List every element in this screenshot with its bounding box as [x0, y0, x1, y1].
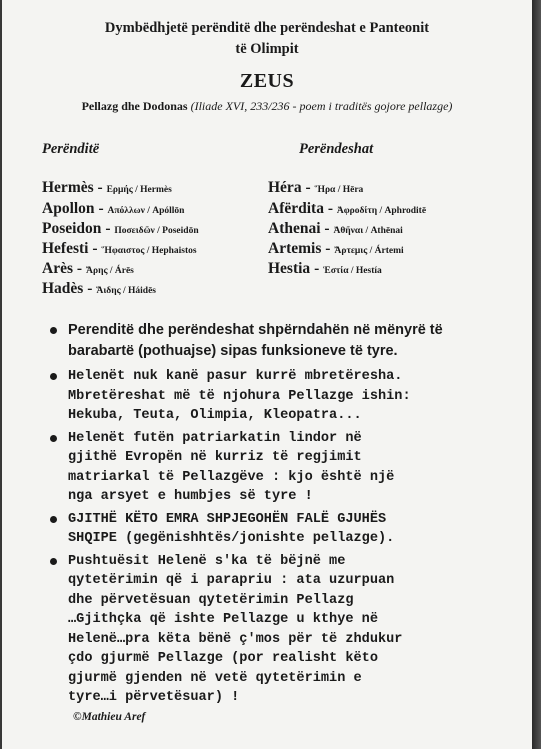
gods-heading: Perënditë: [42, 141, 100, 157]
god-name: Poseidon: [42, 220, 102, 237]
separator: -: [321, 240, 335, 257]
bullet-line: gjurmë gjenden në vetë qytetërimin e: [68, 670, 362, 686]
god-name: Apollon: [42, 200, 95, 217]
bullet-line: dhe përvetësuan qytetërimin Pellazg: [68, 592, 354, 608]
bullet-line: qytetërimin që i parapriu : ata uzurpuan: [68, 573, 395, 588]
goddess-entry: [268, 220, 403, 238]
bullet-line: gjithë Evropën në kurriz të regjimit: [68, 450, 362, 465]
separator: -: [320, 220, 334, 237]
god-greek: Ἥφαιστος / Hephaistos: [101, 246, 197, 256]
god-name: Hadès: [42, 280, 84, 297]
bullet-item: [50, 367, 520, 426]
bullet-line: Helenë…pra këta bënë ç'mos për të zhdukur: [68, 631, 403, 647]
subtitle-bold: Pellazg dhe Dodonas: [81, 99, 188, 113]
subtitle: [2, 99, 532, 114]
separator: -: [93, 179, 107, 196]
god-greek: Ἅιδης / Háidēs: [96, 286, 157, 296]
title-line-2: të Olimpit: [235, 41, 299, 57]
god-entry: [42, 260, 134, 278]
goddess-entry: [268, 240, 404, 258]
bullet-line: barabartë (pothuajse) sipas funksioneve të tyre.: [68, 343, 398, 359]
bullet-list: [50, 320, 520, 711]
bullet-line: GJITHË KËTO EMRA SHPJEGOHËN FALË GJUHËS: [68, 511, 387, 527]
god-entry: [42, 280, 156, 298]
god-entry: [42, 240, 197, 258]
god-greek: Ἄρης / Árēs: [85, 266, 134, 276]
goddess-greek: Ἄρτεμις / Ártemi: [334, 246, 404, 256]
bullet-item: [50, 320, 520, 362]
bullet-line: Helenët nuk kanë pasur kurrë mbretëresha.: [68, 369, 403, 384]
goddess-name: Hestia: [268, 260, 311, 277]
goddesses-heading: Perëndeshat: [299, 141, 374, 157]
god-name: Hermès: [42, 179, 94, 196]
page-edge-shadow: [532, 0, 541, 749]
goddess-entry: [268, 179, 363, 197]
god-greek: Ποσειδῶν / Poseidōn: [114, 226, 199, 236]
bullet-line: Hekuba, Teuta, Olimpia, Kleopatra...: [68, 408, 362, 423]
bullet-line: matriarkal të Pellazgëve : kjo është një: [68, 469, 395, 485]
bullet-line: …Gjithçka që ishte Pellazge u kthye në: [68, 612, 378, 627]
bullet-line: SHQIPE (gegënishhtës/jonishte pellazge).: [68, 531, 395, 546]
goddess-greek: Ἑστία / Hestía: [323, 266, 382, 276]
goddess-greek: Ἥρα / Hēra: [314, 185, 364, 195]
god-greek: Απόλλων / Apóllōn: [107, 206, 185, 216]
bullet-line: çdo gjurmë Pellazge (por realisht këto: [68, 651, 378, 666]
goddess-greek: Ἀφροδίτη / Aphroditē: [336, 206, 427, 216]
goddess-entry: [268, 200, 426, 218]
god-greek: Ερμής / Hermès: [106, 185, 172, 195]
separator: -: [73, 260, 86, 277]
bullet-line: Helenët futën patriarkatin lindor në: [68, 430, 362, 446]
title-line-1: Dymbëdhjetë perënditë dhe perëndeshat e Panteonit: [104, 20, 430, 36]
subtitle-italic: (Iliade XVI, 233/236 - poem i traditës gojore pellazge): [190, 99, 453, 113]
goddess-greek: Ἀθῆναι / Athēnai: [333, 226, 403, 236]
bullet-item: [50, 510, 520, 549]
bullet-line: nga arsyet e humbjes së tyre !: [68, 489, 313, 504]
bullet-line: Perenditë dhe perëndeshat shpërndahën në mënyrë të: [68, 322, 443, 338]
god-entry: [42, 220, 199, 238]
separator: -: [301, 179, 315, 196]
copyright-footer: ©Mathieu Aref: [73, 711, 146, 723]
bullet-line: tyre…i përvetësuar) !: [68, 690, 240, 705]
main-title: ZEUS: [239, 70, 295, 92]
god-name: Hefesti: [42, 240, 89, 257]
separator: -: [83, 280, 97, 297]
separator: -: [310, 260, 324, 277]
separator: -: [88, 240, 102, 257]
bullet-item: [50, 429, 520, 507]
god-entry: [42, 200, 184, 218]
bullet-line: Pushtuësit Helenë s'ka të bëjnë me: [68, 553, 346, 569]
god-entry: [42, 179, 172, 197]
goddess-name: Artemis: [268, 240, 322, 257]
separator: -: [101, 220, 115, 237]
goddess-name: Héra: [268, 179, 302, 196]
goddess-entry: [268, 260, 382, 278]
document-page: [2, 0, 532, 749]
separator: -: [323, 200, 337, 217]
god-name: Arès: [42, 260, 73, 277]
separator: -: [94, 200, 108, 217]
bullet-line: Mbretëreshat më të njohura Pellazge ishin:: [68, 388, 411, 404]
goddess-name: Athenai: [268, 220, 321, 237]
goddess-name: Afërdita: [268, 200, 324, 217]
bullet-item: [50, 552, 520, 708]
